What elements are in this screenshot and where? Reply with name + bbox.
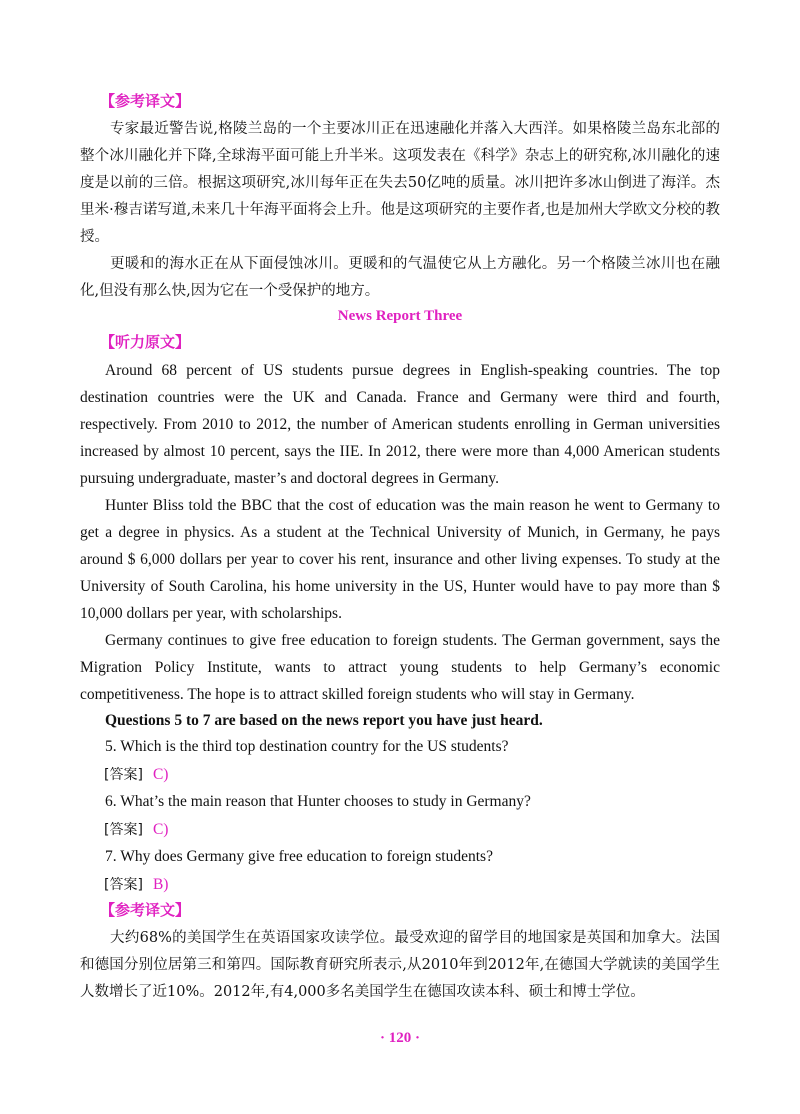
question-5: 5. Which is the third top destination country for the US students? [105,738,509,755]
page-number: · 120 · [379,1030,420,1046]
transcript-label: 【听力原文】 [100,333,191,351]
transcript-paragraph-3: Germany continues to give free education to foreign students. The German government, says the Migration Policy Institute, wants to attract young students to help Germany’s economic competitiveness. The hope is to attract skilled foreign students who will stay in Germany. [80,632,720,703]
translation-paragraph-3: 大约68%的美国学生在英语国家攻读学位。最受欢迎的留学目的地国家是英国和加拿大。法国和德国分别位居第三和第四。国际教育研究所表示,从2010年到2012年,在德国大学就读的美国学生人数增长了近10%。2012年,有4,000多名美国学生在德国攻读本科、硕士和博士学位。 [80,930,720,1000]
answer-value-7: B) [152,876,169,893]
answer-label: [答案] [104,822,143,838]
translation-label-1: 【参考译文】 [100,92,191,110]
translation-paragraph-2: 更暖和的海水正在从下面侵蚀冰川。更暖和的气温使它从上方融化。另一个格陵兰冰川也在融化,但没有那么快,因为它在一个受保护的地方。 [80,256,720,299]
answer-label: [答案] [104,877,143,893]
news-report-title: News Report Three [337,308,463,324]
questions-heading: Questions 5 to 7 are based on the news report you have just heard. [105,712,543,729]
answer-label: [答案] [104,767,143,783]
question-6: 6. What’s the main reason that Hunter chooses to study in Germany? [105,793,531,810]
translation-paragraph-1: 专家最近警告说,格陵兰岛的一个主要冰川正在迅速融化并落入大西洋。如果格陵兰岛东北部的整个冰川融化并下降,全球海平面可能上升半米。这项发表在《科学》杂志上的研究称,冰川融化的速度是以前的三倍。根据这项研究,冰川每年正在失去50亿吨的质量。冰川把许多冰山倒进了海洋。杰里米·穆吉诺写道,未来几十年海平面将会上升。他是这项研究的主要作者,也是加州大学欧文分校的教授。 [80,121,720,245]
answer-row-5 [104,760,720,789]
question-7: 7. Why does Germany give free education to foreign students? [105,848,493,865]
transcript-paragraph-2: Hunter Bliss told the BBC that the cost of education was the main reason he went to Germany to get a degree in physics. As a student at the Technical University of Munich, in Germany, he pays around $ 6,000 dollars per year to cover his rent, insurance and other living expenses. To study at the University of South Carolina, his home university in the US, Hunter would have to pay more than $ 10,000 dollars per year, with scholarships. [80,497,720,622]
transcript-paragraph-1: Around 68 percent of US students pursue degrees in English-speaking countries. The top destination countries were the UK and Canada. France and Germany were third and fourth, respectively. From 2010 to 2012, the number of American students enrolling in German universities increased by almost 10 percent, says the IIE. In 2012, there were more than 4,000 American students pursuing undergraduate, master’s and doctoral degrees in Germany. [80,362,720,487]
answer-row-7 [104,870,720,899]
answer-value-5: C) [152,766,169,783]
translation-label-2: 【参考译文】 [100,901,191,919]
answer-value-6: C) [152,821,169,838]
document-page [80,90,720,1006]
answer-row-6 [104,815,720,844]
